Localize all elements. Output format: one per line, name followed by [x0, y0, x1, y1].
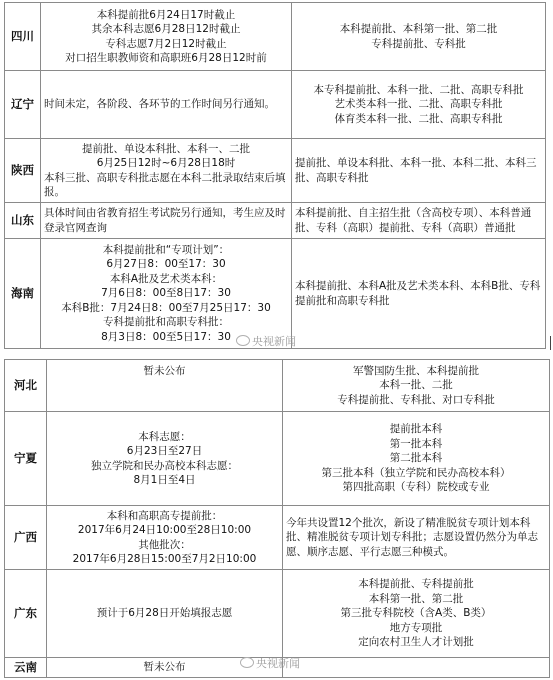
province-cell: 山东: [5, 203, 41, 239]
province-cell: 宁夏: [5, 412, 47, 506]
batches-cell: 本科提前批、自主招生批（含高校专项）、本科普通批、专科（高职）提前批、专科（高职）普通批: [292, 203, 546, 239]
table-row: [5, 570, 550, 658]
schedule-cell: 本科志愿： 6月23日至27日 独立学院和民办高校本科志愿： 8月1日至4日: [47, 412, 283, 506]
enrollment-table-part-2: [4, 359, 550, 678]
province-cell: 云南: [5, 658, 47, 678]
schedule-cell: 提前批、单设本科批、本科一、二批 6月25日12时~6月28日18时 本科三批、高职专科批志愿在本科二批录取结束后填报。: [41, 139, 292, 203]
batches-cell: 今年共设置12个批次，新设了精准脱贫专项计划本科批、精准脱贫专项计划专科批；志愿设置仍然分为单志愿、顺序志愿、平行志愿三种模式。: [283, 506, 550, 570]
province-cell: 辽宁: [5, 71, 41, 139]
table-row: [5, 3, 546, 71]
batches-cell: [283, 658, 550, 678]
batches-cell: 本科提前批、本科A批及艺术类本科、本科B批、专科提前批和高职专科批: [292, 239, 546, 349]
table-row: [5, 239, 546, 349]
province-cell: 广西: [5, 506, 47, 570]
schedule-cell: 本科提前批和“专项计划”： 6月27日8：00至17：30 本科A批及艺术类本科： 7月6日8：00至8日17：30 本科B批：7月24日8：00至7月25日17：30 专科提前批和高职专科批： 8月3日8：00至5日17：30: [41, 239, 292, 349]
section-gap: [0, 350, 553, 358]
schedule-cell: 预计于6月28日开始填报志愿: [47, 570, 283, 658]
schedule-cell: 本科提前批6月24日17时截止 其余本科志愿6月28日12时截止 专科志愿7月2日12时截止 对口招生职教师资和高职班6月28日12时前: [41, 3, 292, 71]
table-row: [5, 360, 550, 412]
weibo-icon: [236, 335, 250, 346]
schedule-cell: 时间未定，各阶段、各环节的工作时间另行通知。: [41, 71, 292, 139]
batches-cell: 本专科提前批、本科一批、二批、高职专科批 艺术类本科一批、二批、高职专科批 体育类本科一批、二批、高职专科批: [292, 71, 546, 139]
batches-cell: 提前批本科 第一批本科 第二批本科 第三批本科（独立学院和民办高校本科） 第四批高职（专科）院校或专业: [283, 412, 550, 506]
schedule-cell: 暂未公布: [47, 658, 283, 678]
batches-cell: 军警国防生批、本科提前批 本科一批、二批 专科提前批、专科批、对口专科批: [283, 360, 550, 412]
table-row: [5, 71, 546, 139]
batches-cell: 提前批、单设本科批、本科一批、本科二批、本科三批、高职专科批: [292, 139, 546, 203]
province-cell: 海南: [5, 239, 41, 349]
province-cell: 河北: [5, 360, 47, 412]
enrollment-table-part-1: [4, 2, 546, 349]
province-cell: 广东: [5, 570, 47, 658]
province-cell: 四川: [5, 3, 41, 71]
watermark: 央视新闻: [236, 333, 296, 349]
table-row: [5, 203, 546, 239]
watermark: 央视新闻: [240, 655, 300, 671]
province-cell: 陕西: [5, 139, 41, 203]
table-row: [5, 139, 546, 203]
table-row: [5, 506, 550, 570]
batches-cell: 本科提前批、专科提前批 本科第一批、第二批 第三批专科院校（含A类、B类） 地方专项批 定向农村卫生人才计划批: [283, 570, 550, 658]
table-row: [5, 412, 550, 506]
schedule-cell: 具体时间由省教育招生考试院另行通知，考生应及时登录官网查询: [41, 203, 292, 239]
schedule-cell: 本科和高职高专提前批： 2017年6月24日10:00至28日10:00 其他批次： 2017年6月28日15:00至7月2日10:00: [47, 506, 283, 570]
batches-cell: 本科提前批、本科第一批、第二批 专科提前批、专科批: [292, 3, 546, 71]
weibo-icon: [240, 657, 254, 668]
schedule-cell: 暂未公布: [47, 360, 283, 412]
